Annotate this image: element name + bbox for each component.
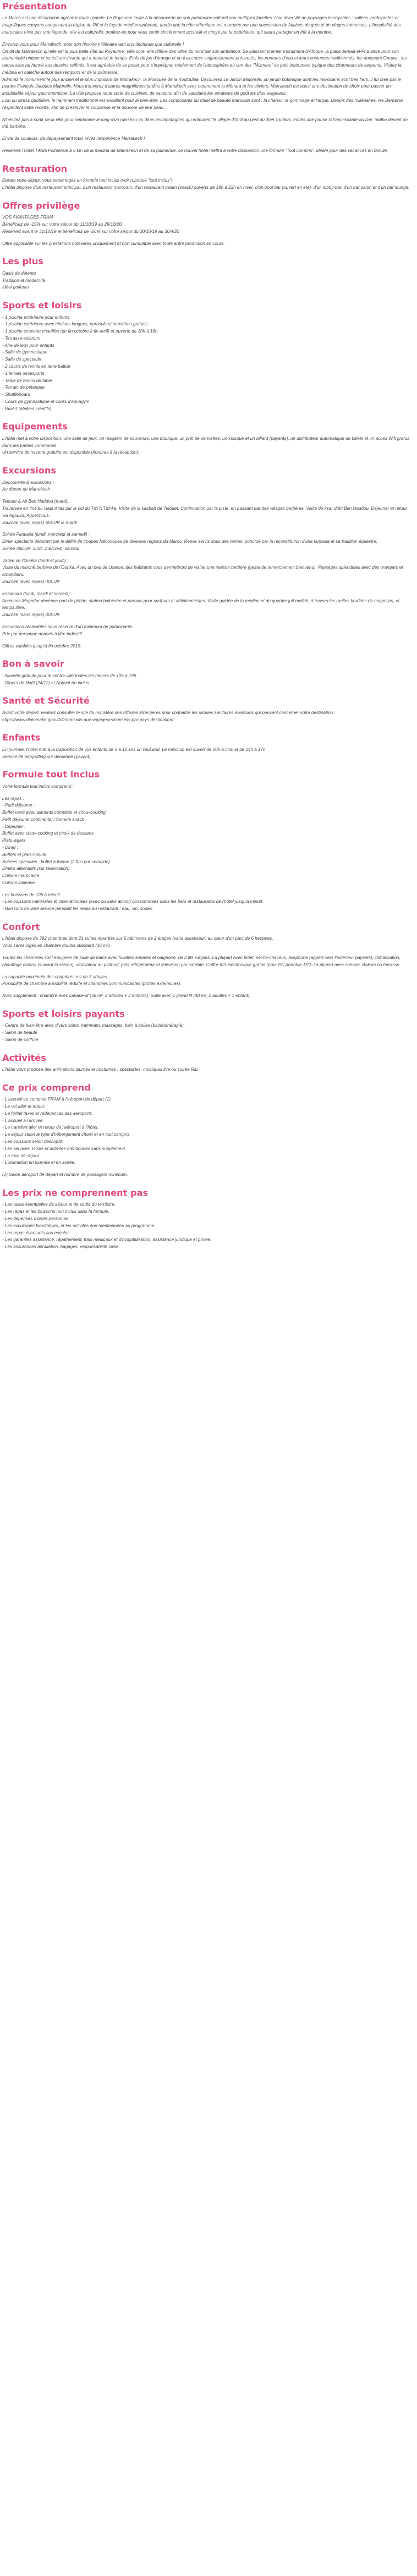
list-item: - Salle de gymnastique bbox=[2, 350, 48, 355]
list-item: - Les repas éventuels aux escales. bbox=[2, 1230, 71, 1235]
ce-prix-note: (1) Selon aéroport de départ et nombre de passagers minimum. bbox=[2, 1172, 128, 1178]
list-item: - Aire de jeux pour enfants bbox=[2, 342, 54, 348]
offres-line: VOS AVANTAGES FRAM bbox=[2, 215, 53, 220]
excursions-intro: Découverte & excursions : Au départ de Marrakech bbox=[2, 480, 54, 492]
list-item: - Terrain de pétanque bbox=[2, 385, 45, 390]
section-title-ce-prix-comprend: Ce prix comprend bbox=[2, 1082, 91, 1093]
section-title-sports-payants: Sports et loisirs payants bbox=[2, 1008, 125, 1019]
formule-line: Soirées spéciales : buffet à thème (2 fois par semaine) bbox=[2, 859, 110, 864]
list-item: - Cours de gymnastique et cours d'aquagym bbox=[2, 399, 90, 404]
excursion-essaouira: Essaouira (lundi, mardi et samedi) : Ancienne Mogador devenue port de pêche, station balnéaire et paradis pour surfeurs et véliplanchistes. Visite guidée de la médina et du quartier juif mellah, à travers les ruelles bordées de magasins, et temps libre. Journée (sans repas) 40EUR bbox=[2, 591, 399, 618]
list-item: - L'animation en journée et en soirée. bbox=[2, 1160, 76, 1166]
section-title-activites: Activités bbox=[2, 1052, 46, 1063]
section-title-excursions: Excursions bbox=[2, 465, 57, 476]
list-item: - 1 piscine extérieure avec chaises longues, parasols et serviettes gratuits bbox=[2, 322, 148, 327]
plus-lines bbox=[2, 270, 411, 291]
section-title-restauration: Restauration bbox=[2, 163, 68, 174]
offres-note: Offre applicable sur les prestations hôtelières uniquement et non cumulable avec toute autre promotion en cours. bbox=[2, 241, 225, 246]
list-item: - 2 courts de tennis en terre battue bbox=[2, 363, 70, 369]
formule-line: - Petit déjeuner : bbox=[2, 803, 35, 808]
formule-line: Petit déjeuner continental / formule snack bbox=[2, 816, 84, 822]
formule-line: Cuisine italienne bbox=[2, 880, 35, 885]
formule-line: Plats légers bbox=[2, 838, 26, 843]
formule-meals bbox=[2, 796, 411, 887]
list-item: - Les excursions facultatives, et les activités non mentionnées au programme. bbox=[2, 1223, 156, 1228]
section-title-plus: Les plus bbox=[2, 256, 43, 267]
list-item: - Table de tennis de table bbox=[2, 378, 52, 383]
section-title-ne-comprennent-pas: Les prix ne comprennent pas bbox=[2, 1187, 149, 1198]
confort-paragraph: Avec supplément : chambre avec canapé-lit (36 m², 2 adultes + 2 enfants), Suite avec 1 grand lit (48 m², 2 adultes + 1 enfant). bbox=[2, 993, 251, 999]
list-item: - Salon de coiffure bbox=[2, 1037, 39, 1042]
list-item: - Les boissons selon descriptif. bbox=[2, 1139, 63, 1145]
list-item: - Centre de bien-être avec divers soins, hammam, massages, bain à bulles (balnéothérapie). bbox=[2, 1023, 185, 1028]
excursion-fantasia: Soirée Fantasia (lundi, mercredi et samedi) : Dîner spectacle débutant par le défilé de troupes folkloriques de diverses régions du Maroc. Repas servis sous des tentes, ponctué par la reconstitution d'une fantasia et sa tradition équestre. Soirée 48EUR, lundi, mercredi, samedi bbox=[2, 532, 377, 551]
presentation-paragraph: Réservez l'hôtel Tikida Palmeraie à 5 km de la médina de Marrakech et de sa palmeraie, ce nouvel hôtel mettra à votre disposition une formule "Tout compris", idéale pour des vacances en famille. bbox=[2, 148, 388, 153]
confort-paragraph: Toutes les chambres sont équipées de salle de bains avec toilettes séparés et baignoire, de 2 lits simples. La plupart avec bidet, sèche-cheveux, téléphone (appels vers l'extérieur payants), climatisation, chauffage central (suivant la saison), ventilateur au plafond, petit réfrigérateur et télévision par satellite. Coffre-fort électronique gratuit (pour PC portable 15"). La plupart avec canapé. Balcon ou terrasse. bbox=[2, 955, 401, 967]
list-item: - Terrasse-solarium bbox=[2, 335, 41, 341]
section-title-sante: Santé et Sécurité bbox=[2, 695, 90, 706]
confort-paragraph: La capacité maximale des chambres est de 3 adultes. Possibilité de chambre à mobilité réduite et chambres communicantes (portes extérieures). bbox=[2, 974, 182, 987]
formule-line: Cuisine marocaine bbox=[2, 873, 40, 879]
list-item: - La taxe de séjour. bbox=[2, 1153, 40, 1158]
list-item: - Navette gratuite pour le centre ville toutes les heures de 10h à 19h. bbox=[2, 673, 138, 678]
list-item: - Salon de beauté bbox=[2, 1030, 37, 1036]
list-item: - 1 piscine extérieure pour enfants bbox=[2, 314, 70, 320]
list-item: - Les garanties assistance, rapatriement, frais médicaux et d'hospitalisation, assistance juridique et privée. bbox=[2, 1237, 212, 1243]
ne-prix-list bbox=[2, 1201, 411, 1250]
confort-paragraph: L'hôtel dispose de 392 chambres dont 21 suites réparties sur 5 bâtiments de 2 étages (sans ascenseur) au cœur d'un parc de 6 hectares. Vous serez logés en chambre double standard (36 m²). bbox=[2, 936, 273, 949]
sante-text: Avant votre départ, veuillez consulter le site du ministère des Affaires étrangères pour connaître les risques sanitaires éventuels qui peuvent concerner votre destination : https://www.diplomatie.gouv.fr/fr/conseils-aux-voyageurs/conseils-par-pays-destination/ bbox=[2, 710, 336, 722]
enfants-text: En journée, l'hôtel met à la disposition de vos enfants de 5 à 12 ans un RiuLand. Le miniclub est ouvert de 10h à midi et de 14h à 17h. Service de babysitting sur demande (payant). bbox=[2, 747, 267, 759]
excursion-telouet: Telouet & Ait Ben Haddou (mardi) : Traversée en 4x4 du Haut Atlas par le col du Tizi N'Tichka. Visite de la kasbah de Telouet. Continuation par la piste, en passant par des villages berbères. Visite du ksar d'Ait Ben Haddou. Déjeuner et retour via Agouim, Aguelmous. Journée (avec repas) 65EUR le mardi bbox=[2, 499, 407, 525]
presentation-paragraph: Admirez le monument le plus ancien et le plus imposant de Marrakech, la Mosquée de la Koutoubia. Découvrez Le Jardin Majorelle, un jardin botanique dont les marocains sont très fiers, il fut créé par le peintre Français Jacques Majorelle. Vous trouverez d'autres magnifiques jardins à Marrakech avec notamment la Ménara et les oliviers. Marrakech est aussi une destination de choix pour passer un inoubliable séjour gastronomique. La ville propose toute sorte de cuisines, de saveurs, afin de satisfaire les amateurs de goût les plus exigeants. bbox=[2, 77, 401, 96]
list-item: - Les dépenses d'ordre personnel. bbox=[2, 1216, 70, 1221]
section-title-offres: Offres privilège bbox=[2, 200, 80, 211]
presentation-paragraph: Envie de couleurs, de dépaysement total, vivez l'expérience Marrakech ! bbox=[2, 136, 145, 141]
list-item: - Les services, loisirs et activités mentionnés sans supplément. bbox=[2, 1146, 127, 1151]
formule-line: - Déjeuner : bbox=[2, 824, 26, 829]
restauration-text: Durant votre séjour, vous serez logés en formule tout inclus (voir rubrique "tout inclus"). L'hôtel dispose d'un restaurant principal, d'un restaurant marocain, d'un restaurant italien (snack) ouverts de 19h à 22h en hiver, d'un pool bar (ouvert en été), d'un lobby-bar, d'un bar salon et d'un bar lounge. bbox=[2, 178, 410, 190]
offres-lines bbox=[2, 214, 411, 235]
list-item: - Le vol aller et retour. bbox=[2, 1104, 46, 1109]
formule-line: - Dîner : bbox=[2, 845, 19, 850]
presentation-paragraph: Envolez-vous pour Marrakech, pour son histoire millénaire tant architecturale que culturelle ! bbox=[2, 41, 184, 47]
formule-line: Buffet avec show-cooking et choix de desserts bbox=[2, 831, 94, 836]
excursions-validity: Offres valables jusqu'à fin octobre 2019. bbox=[2, 643, 82, 649]
list-item: - Les assurances annulation, bagages, responsabilité civile. bbox=[2, 1244, 120, 1250]
list-item: - 1 piscine couverte chauffée (de fin octobre à fin avril) et ouverte de 10h à 18h. bbox=[2, 329, 159, 334]
sports-list bbox=[2, 314, 411, 413]
list-item: - Les repas et les boissons non inclus dans la formule. bbox=[2, 1209, 109, 1215]
section-title-equipements: Equipements bbox=[2, 421, 68, 432]
section-title-formule: Formule tout inclus bbox=[2, 769, 100, 780]
bon-a-savoir-list bbox=[2, 673, 411, 687]
plus-line: Oasis de détente bbox=[2, 270, 36, 276]
list-item: - 1 terrain omnisports bbox=[2, 371, 45, 376]
list-item: - RiuArt (ateliers créatifs) bbox=[2, 406, 52, 411]
section-title-bon-a-savoir: Bon à savoir bbox=[2, 658, 64, 669]
equipements-text: L'hôtel met à votre disposition, une salle de jeux, un magasin de souvenirs, une boutique, un prêt de serviettes, un kiosque et un billard (payants), un distributeur automatique de billets et un accès Wifi gratuit dans les parties communes. Un service de navette gratuite est disponible (horaires à la réception). bbox=[2, 435, 410, 455]
list-item: - Shuffleboard bbox=[2, 392, 30, 397]
section-title-enfants: Enfants bbox=[2, 732, 41, 743]
list-item: - Les taxes éventuelles de séjour et de sortie du territoire. bbox=[2, 1202, 116, 1207]
list-item: - Dîners de Noël (24/12) et Nouvel An inclus. bbox=[2, 680, 91, 685]
ce-prix-list bbox=[2, 1096, 411, 1167]
presentation-paragraph: N'hésitez pas à sortir de la ville pour randonner le long d'un ruisseau ou dans les montagnes qui entourent le village d'Imlil au pied du Jbel Toubkal. Faites une pause rafraîchissante au Dar Tadlba devant un thé berbère. bbox=[2, 117, 408, 129]
plus-line: Idéal golfeurs bbox=[2, 285, 29, 290]
activites-text: L'hôtel vous propose des animations diurnes et nocturnes : spectacles, musiques live ou soirée Riu. bbox=[2, 1067, 199, 1072]
excursions-conditions: Excursions réalisables sous réserve d'un minimum de participants. Prix par personne donnés à titre indicatif. bbox=[2, 624, 134, 636]
list-item: - Le transfert aller et retour de l'aéroport à l'hôtel. bbox=[2, 1125, 98, 1130]
offres-line: Réservez avant le 31/10/19 et bénéficiez de -20% sur votre séjour du 30/10/19 au 30/4/20 bbox=[2, 228, 180, 234]
page-content bbox=[0, 1, 417, 1264]
formule-line: Les repas : bbox=[2, 796, 25, 801]
formule-drinks: Les boissons de 10h à minuit : - Les boissons nationales et internationales (avec ou sans alcool) consommées dans les bars et restaurants de l'hôtel jusqu'à minuit. - Boissons en libre service pendant les repas au restaurant : eau, vin, sodas. bbox=[2, 892, 264, 912]
list-item: - Le séjour selon le type d'hébergement choisi et en tout compris. bbox=[2, 1132, 131, 1137]
formule-intro: Votre formule tout inclus comprend : bbox=[2, 783, 74, 789]
formule-line: Buffets et plats-minute bbox=[2, 852, 47, 857]
presentation-paragraph: On dit de Marrakech qu'elle est la plus belle ville du Royaume. Ville ocre, elle diffère des villes du nord par son ambiance. Se classant premier monument d'Afrique, la place Jemaâ el-Fna attire pour son authenticité unique et sa culture vivante qui a traversé le temps. Étals de jus d'orange et de fruits secs soigneusement présentés, les porteurs d'eau et leurs costumes traditionnels, les danseurs Gnawa , les tatoueuses au henné aux dessins raffinés. Il est agréable de se poser pour s'imprégner totalement de l'atmosphère au son des "Mizmars" ce petit instrument typique des charmeurs de serpents. Visitez la médina en calèche autour des remparts et de la palmeraie. bbox=[2, 48, 407, 75]
plus-line: Tradition et modernité bbox=[2, 277, 46, 283]
presentation-paragraph: Loin du stress quotidien, le hammam traditionnel est excellent pour le bien-être. Les composants du rituel de beauté marocain sont : la chaleur, le gommage et l'argile. Depuis des millénaires, les Berbères respectent cette recette, afin de préserver la souplesse et la douceur de leur peau. bbox=[2, 98, 404, 110]
section-title-sports: Sports et loisirs bbox=[2, 300, 82, 311]
list-item: - Salle de spectacle bbox=[2, 357, 41, 362]
formule-line: Dîners alternatifs (sur réservation) bbox=[2, 866, 70, 872]
offres-line: Bénéficiez de -15% sur votre séjour du 11/10/19 au 29/10/20. bbox=[2, 221, 123, 227]
list-item: - L'accueil au comptoir FRAM à l'aéroport de départ (1). bbox=[2, 1097, 112, 1102]
section-title-confort: Confort bbox=[2, 922, 40, 932]
list-item: - L'accueil à l'arrivée. bbox=[2, 1118, 44, 1123]
sports-payants-list bbox=[2, 1022, 411, 1043]
formule-line: Buffet varié avec aliments complets et show-cooking bbox=[2, 810, 106, 815]
presentation-paragraph: Le Maroc est une destination agréable toute l'année. Le Royaume invite à la découverte de son patrimoine culturel aux multiples facettes. Une diversité de paysages incroyables : vallées verdoyantes et magnifiques canyons composent la région du Rif et la façade méditerranéenne, tandis que la côte atlantique est marquée par une succession de falaises de grès et de plages immenses. L'hospitalité des marocains n'est pas une légende, elle est culturelle, profitez-en pour vous sentir sincèrement accueilli et choyé par la population, qui saura partager un thé à la menthe. bbox=[2, 15, 401, 35]
list-item: - Le forfait taxes et redevances des aéroports. bbox=[2, 1110, 94, 1116]
section-title-presentation: Présentation bbox=[2, 1, 67, 12]
excursion-ourika: Vallée de l'Ourika (lundi et jeudi) : Visite du marché berbère de l'Ourika. Avec un peu de chance, des habitants vous permettront de visiter une maison berbère (geste de remerciement bienvenu). Paysages splendides avec des orangers et amandiers. Journée (avec repas) 40EUR bbox=[2, 558, 403, 585]
